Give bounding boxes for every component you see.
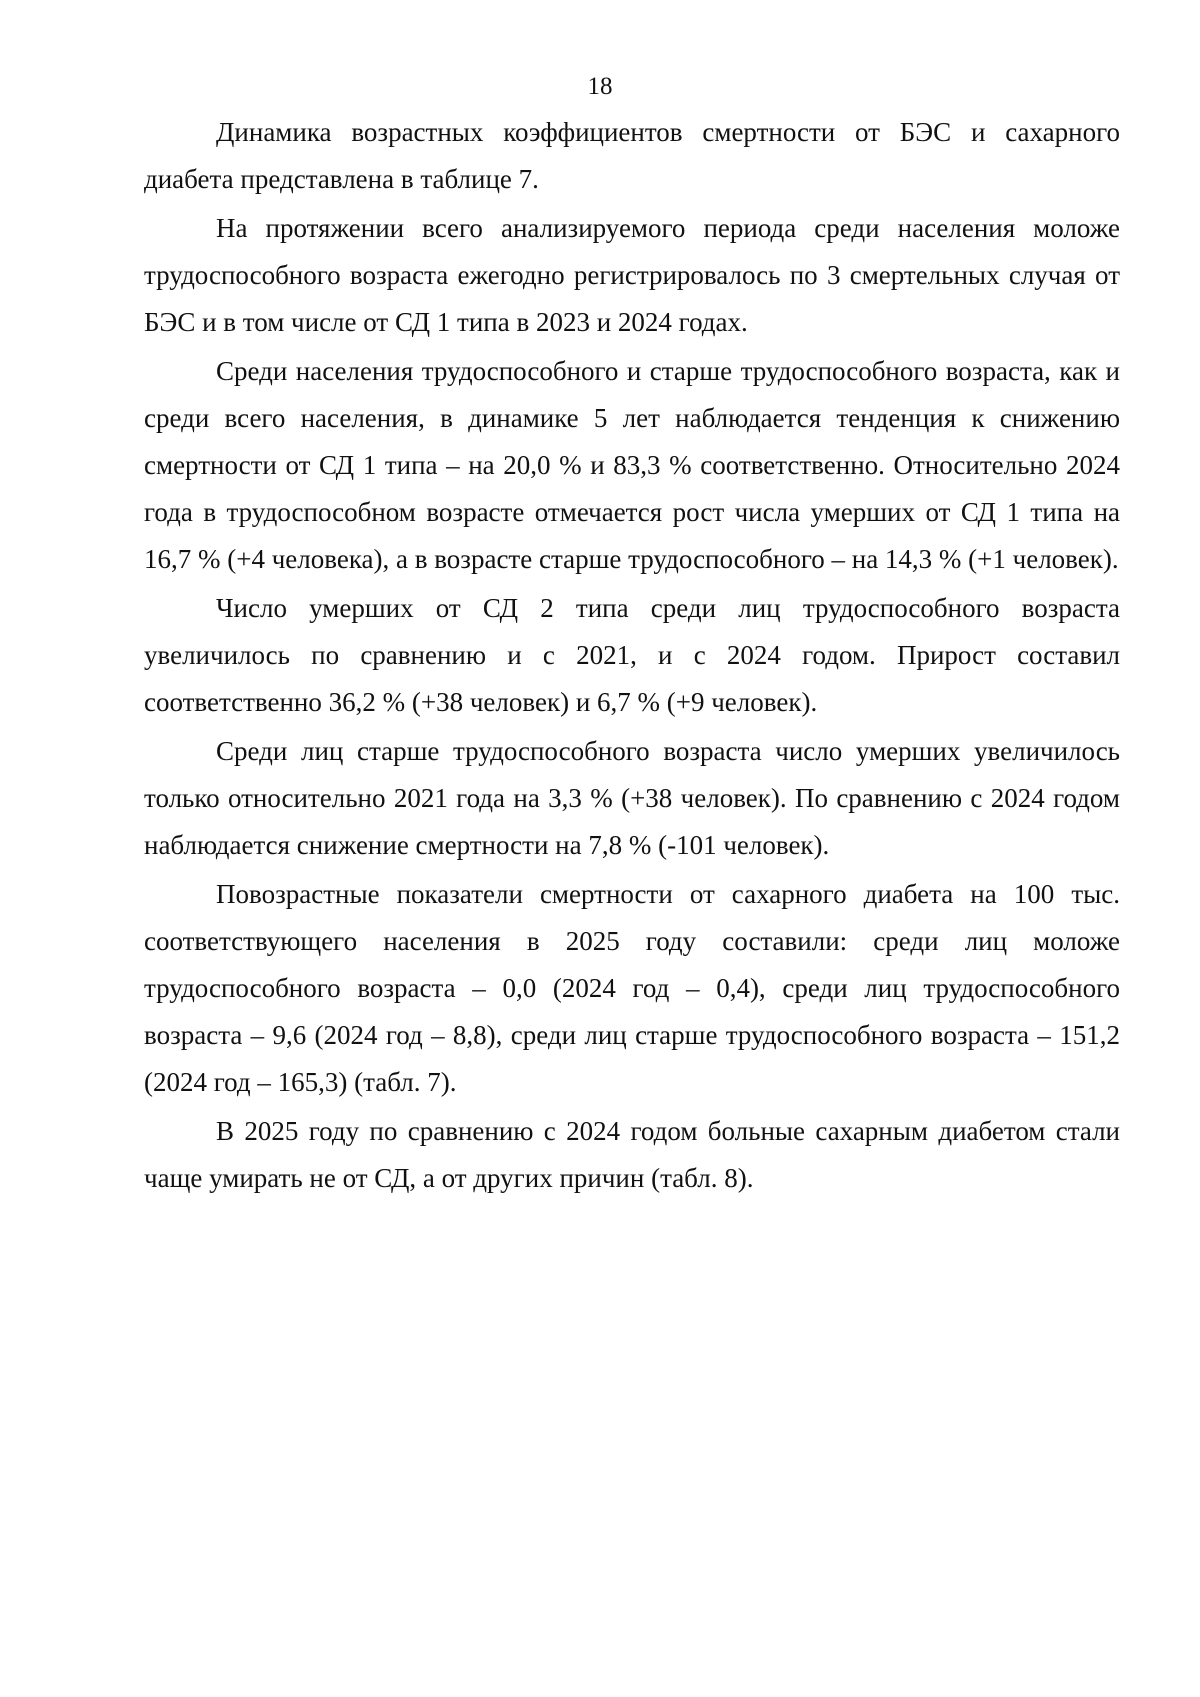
paragraph: На протяжении всего анализируемого периода среди населения моложе трудоспособного возраста ежегодно регистрировалось по 3 смертельных случая от БЭС и в том числе от СД 1 типа в 2023 и 2024 годах. [144,213,1120,337]
page-number: 18 [587,73,613,100]
paragraph: Повозрастные показатели смертности от сахарного диабета на 100 тыс. соответствующего населения в 2025 году составили: среди лиц моложе трудоспособного возраста – 0,0 (2024 год – 0,4), среди лиц трудоспособного возраста – 9,6 (2024 год – 8,8), среди лиц старше трудоспособного возраста – 151,2 (2024 год – 165,3) (табл. 7). [144,879,1120,1097]
paragraph: В 2025 году по сравнению с 2024 годом больные сахарным диабетом стали чаще умирать не от СД, а от других причин (табл. 8). [144,1116,1120,1193]
paragraph: Число умерших от СД 2 типа среди лиц трудоспособного возраста увеличилось по сравнению и с 2021, и с 2024 годом. Прирост составил соответственно 36,2 % (+38 человек) и 6,7 % (+9 человек). [144,593,1120,717]
body-text [144,109,1120,1204]
paragraph: Среди населения трудоспособного и старше трудоспособного возраста, как и среди всего населения, в динамике 5 лет наблюдается тенденция к снижению смертности от СД 1 типа – на 20,0 % и 83,3 % соответственно. Относительно 2024 года в трудоспособном возрасте отмечается рост числа умерших от СД 1 типа на 16,7 % (+4 человека), а в возрасте старше трудоспособного – на 14,3 % (+1 человек). [144,356,1120,574]
paragraph: Динамика возрастных коэффициентов смертности от БЭС и сахарного диабета представлена в таблице 7. [144,117,1120,194]
paragraph: Среди лиц старше трудоспособного возраста число умерших увеличилось только относительно 2021 года на 3,3 % (+38 человек). По сравнению с 2024 годом наблюдается снижение смертности на 7,8 % (-101 человек). [144,736,1120,860]
